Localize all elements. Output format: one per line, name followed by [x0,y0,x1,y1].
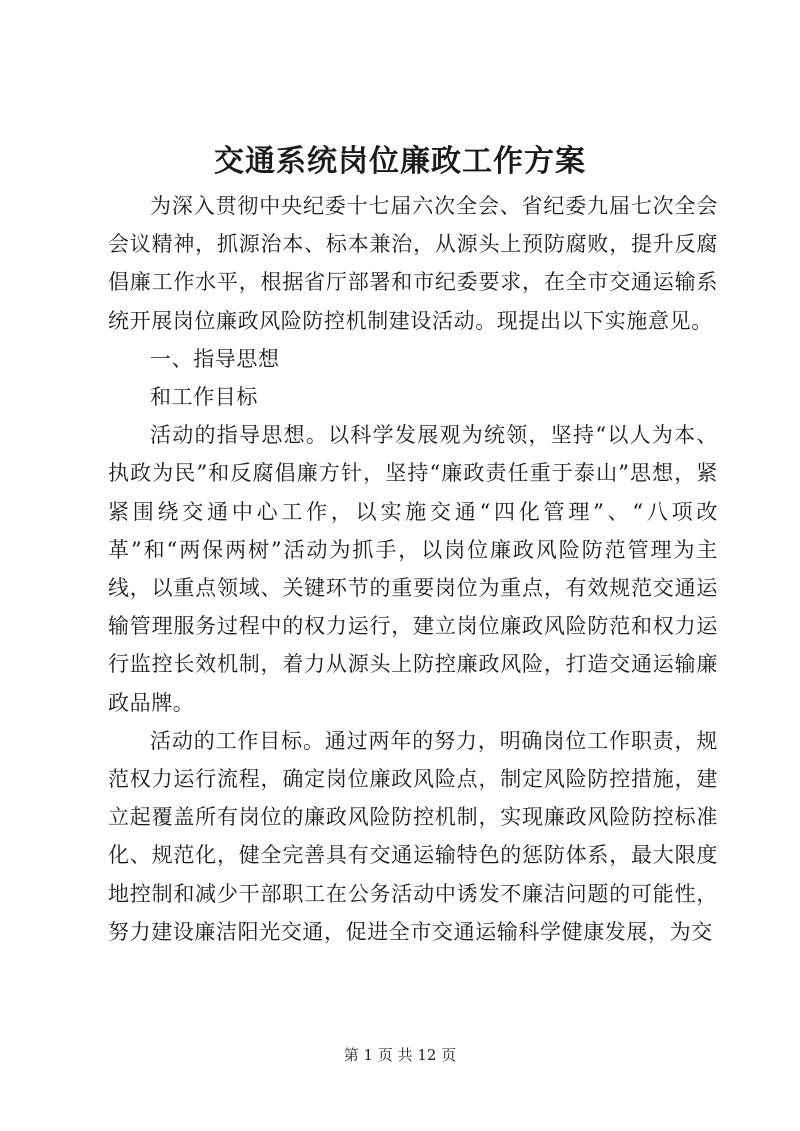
section-heading: 一、指导思想 [150,346,280,371]
paragraph-work-goals: 活动的工作目标。通过两年的努力，明确岗位工作职责，规范权力运行流程，确定岗位廉政风险点，制定风险防控措施，建立起覆盖所有岗位的廉政风险防控机制，实现廉政风险防控标准化、规范化，健全完善具有交通运输特色的惩防体系，最大限度地控制和减少干部职工在公务活动中诱发不廉洁问题的可能性，努力建设廉洁阳光交通，促进全市交通运输科学健康发展，为交 [108,728,718,944]
paragraph-intro: 为深入贯彻中央纪委十七届六次全会、省纪委九届七次全会会议精神，抓源治本、标本兼治，从源头上预防腐败，提升反腐倡廉工作水平，根据省厅部署和市纪委要求，在全市交通运输系统开展岗位廉政风险防控机制建设活动。现提出以下实施意见。 [108,194,718,333]
paragraph-guiding-ideology: 活动的指导思想。以科学发展观为统领，坚持“以人为本、执政为民”和反腐倡廉方针，坚持“廉政责任重于泰山”思想，紧紧围绕交通中心工作，以实施交通“四化管理”、“八项改革”和“两保两树”活动为抓手，以岗位廉政风险防范管理为主线，以重点领域、关键环节的重要岗位为重点，有效规范交通运输管理服务过程中的权力运行，建立岗位廉政风险防范和权力运行监控长效机制，着力从源头上防控廉政风险，打造交通运输廉政品牌。 [108,423,718,715]
page-number-footer: 第 1 页 共 12 页 [343,1046,457,1064]
section-heading-continued: 和工作目标 [150,385,258,410]
document-body [108,187,718,951]
document-title: 交通系统岗位廉政工作方案 [214,144,586,179]
